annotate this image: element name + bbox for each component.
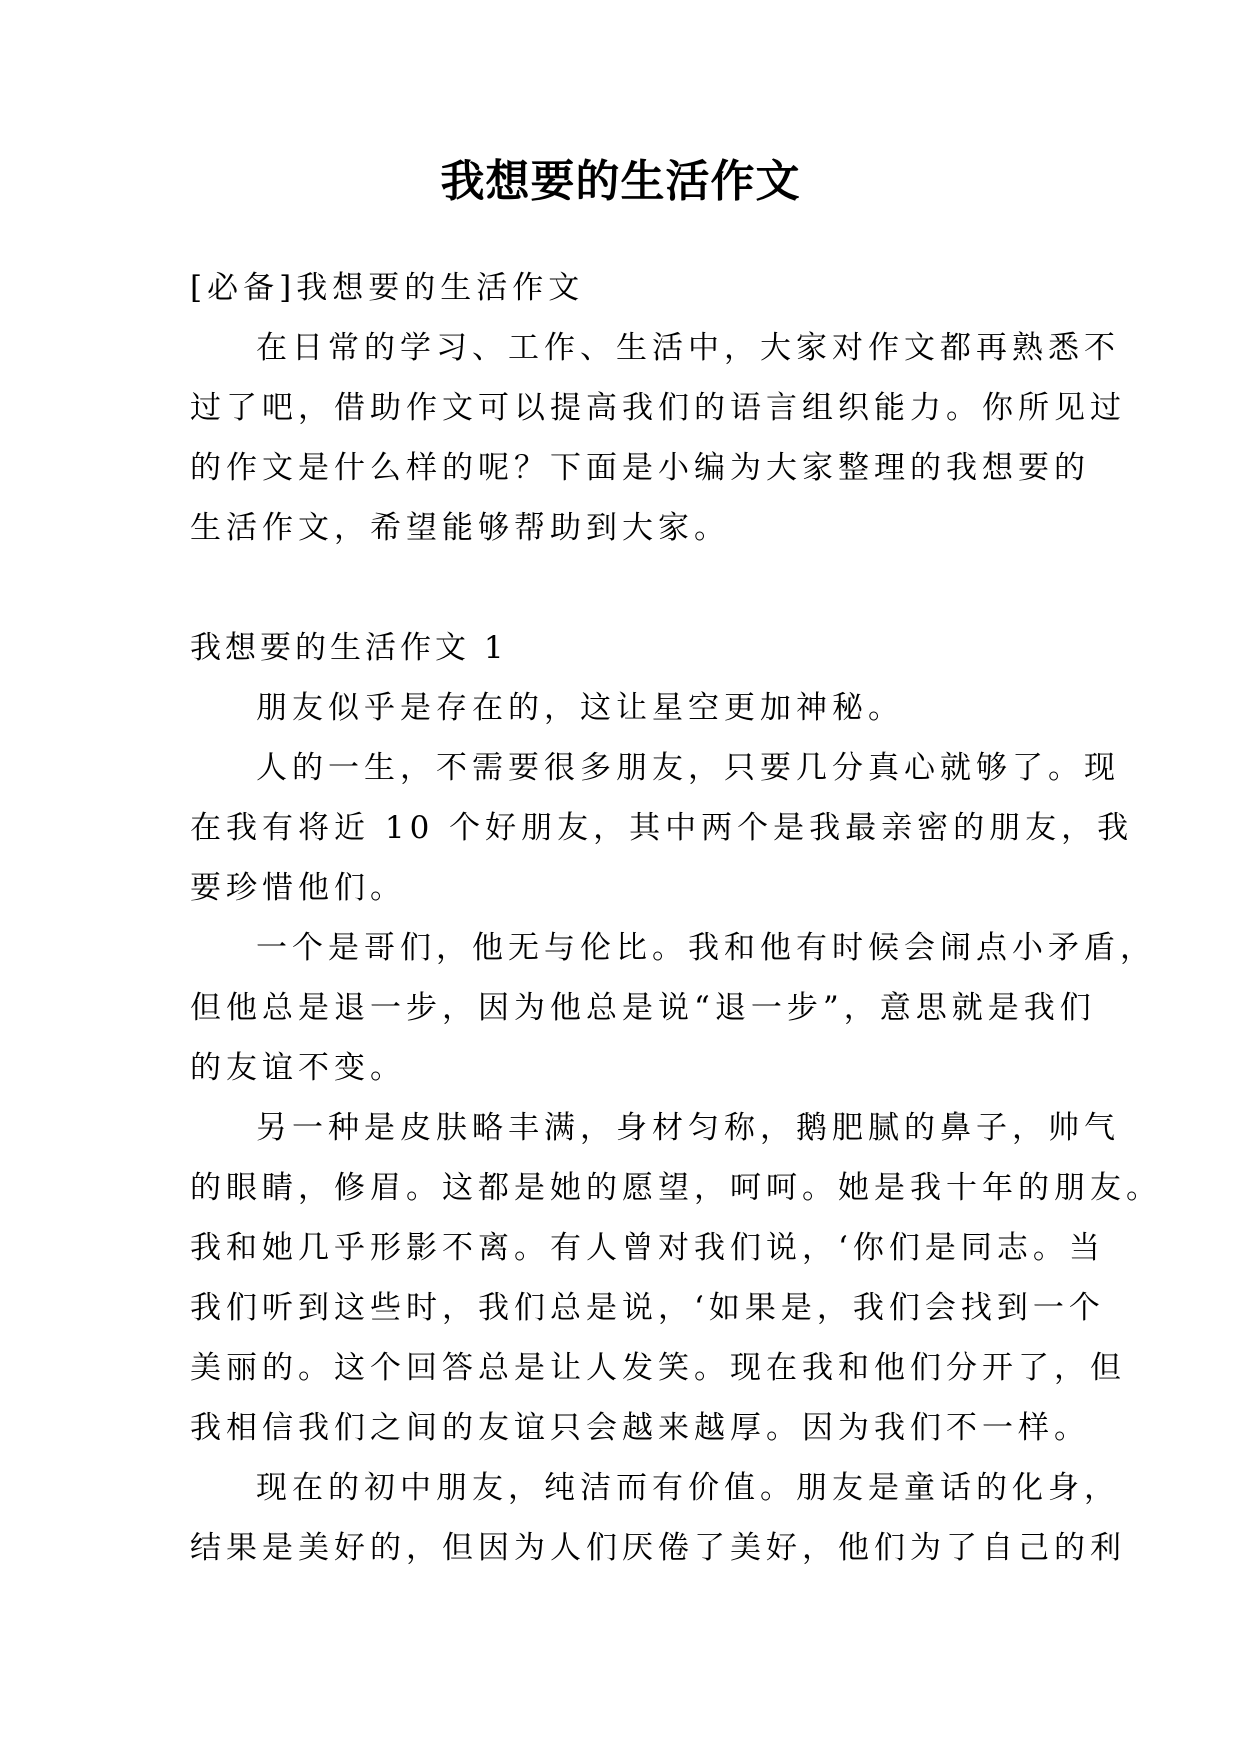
paragraph-line: 的作文是什么样的呢？下面是小编为大家整理的我想要的 [190, 450, 1090, 486]
document-body [190, 258, 1162, 1578]
paragraph-line: 但他总是退一步，因为他总是说“退一步”，意思就是我们 [190, 990, 1096, 1026]
paragraph-line: 结果是美好的，但因为人们厌倦了美好，他们为了自己的利 [190, 1530, 1126, 1566]
paragraph-spacer [190, 558, 1052, 618]
paragraph-line: 生活作文，希望能够帮助到大家。 [190, 510, 730, 546]
paragraph-line: 的眼睛，修眉。这都是她的愿望，呵呵。她是我十年的朋友。 [190, 1170, 1162, 1206]
paragraph-line: 过了吧，借助作文可以提高我们的语言组织能力。你所见过 [190, 390, 1126, 426]
paragraph-line: 我相信我们之间的友谊只会越来越厚。因为我们不一样。 [190, 1410, 1090, 1446]
paragraph-line: 人的一生，不需要很多朋友，只要几分真心就够了。现 [256, 750, 1120, 786]
paragraph-line: 的友谊不变。 [190, 1050, 406, 1086]
paragraph-line: 在日常的学习、工作、生活中，大家对作文都再熟悉不 [256, 330, 1120, 366]
paragraph-line: 另一种是皮肤略丰满，身材匀称，鹅肥腻的鼻子，帅气 [256, 1110, 1120, 1146]
section-heading: 我想要的生活作文 1 [190, 630, 508, 666]
paragraph-line: 现在的初中朋友，纯洁而有价值。朋友是童话的化身， [256, 1470, 1120, 1506]
intro-heading: [必备]我想要的生活作文 [190, 270, 585, 306]
paragraph-line: 一个是哥们，他无与伦比。我和他有时候会闹点小矛盾， [256, 930, 1156, 966]
paragraph-line: 美丽的。这个回答总是让人发笑。现在我和他们分开了，但 [190, 1350, 1126, 1386]
paragraph-line: 要珍惜他们。 [190, 870, 406, 906]
paragraph-line: 朋友似乎是存在的，这让星空更加神秘。 [256, 690, 904, 726]
paragraph-line: 我和她几乎形影不离。有人曾对我们说，‘你们是同志。当 [190, 1230, 1105, 1266]
document-title: 我想要的生活作文 [440, 156, 801, 207]
paragraph-line: 我们听到这些时，我们总是说，‘如果是，我们会找到一个 [190, 1290, 1105, 1326]
paragraph-line: 在我有将近 10 个好朋友，其中两个是我最亲密的朋友，我 [190, 810, 1134, 846]
